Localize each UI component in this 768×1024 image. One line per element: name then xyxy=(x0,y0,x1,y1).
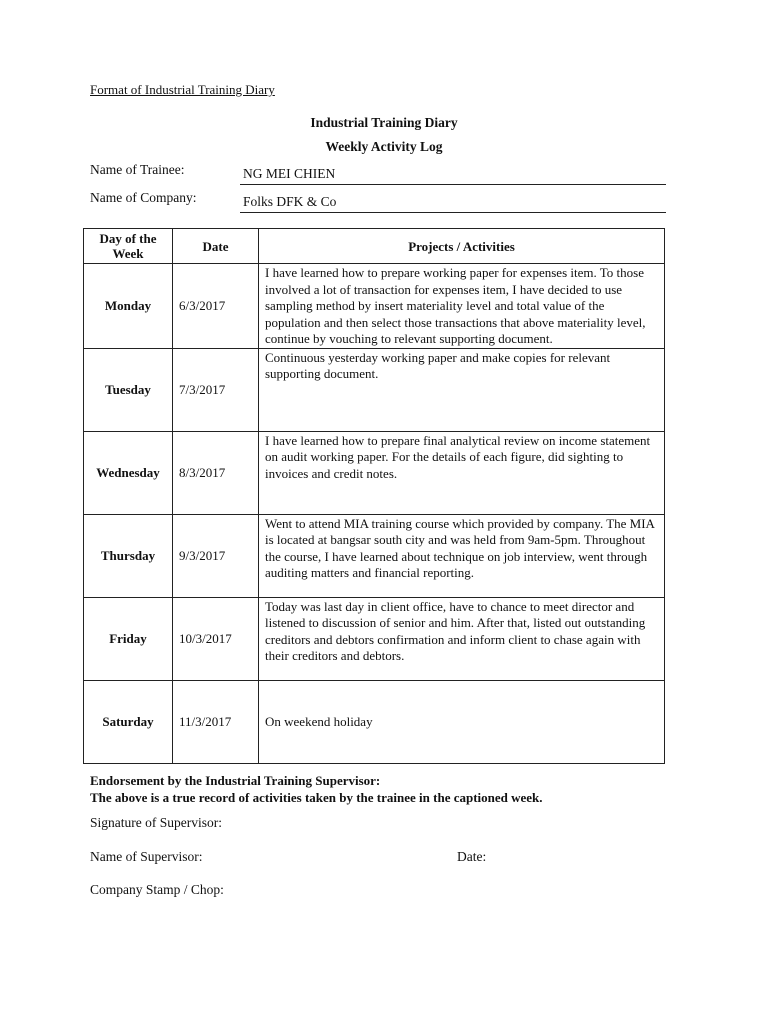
row-day: Monday xyxy=(84,264,173,349)
diary-title: Industrial Training Diary xyxy=(310,115,458,130)
activity-log-table xyxy=(83,228,665,764)
row-activity: I have learned how to prepare final analytical review on income statement on audit working paper. For the details of each figure, did sighting to invoices and credit notes. xyxy=(259,431,665,514)
row-date: 8/3/2017 xyxy=(173,431,259,514)
row-activity: I have learned how to prepare working paper for expenses item. To those involved a lot of transaction for expenses item, I have decided to use sampling method by insert materiality level and total value of the population and then select those transactions that above materiality level, continue by vouching to relevant supporting document. xyxy=(259,264,665,349)
row-day: Wednesday xyxy=(84,431,173,514)
endorsement-statement: The above is a true record of activities taken by the trainee in the captioned week. xyxy=(90,790,543,805)
row-activity: On weekend holiday xyxy=(259,680,665,763)
row-activity: Went to attend MIA training course which provided by company. The MIA is located at bangsar south city and was held from 9am-5pm. Throughout the course, I have learned about technique on job interview, went through auditing matters and financial reporting. xyxy=(259,514,665,597)
signature-label: Signature of Supervisor: xyxy=(90,815,222,830)
endorsement-heading: Endorsement by the Industrial Training Supervisor: xyxy=(90,773,381,788)
row-date: 10/3/2017 xyxy=(173,597,259,680)
table-row xyxy=(84,597,665,680)
header-date: Date xyxy=(173,229,259,264)
diary-subtitle: Weekly Activity Log xyxy=(325,139,443,154)
trainee-name: NG MEI CHIEN xyxy=(240,164,666,185)
supervisor-name-label: Name of Supervisor: xyxy=(90,849,203,864)
table-row xyxy=(84,264,665,349)
row-activity: Continuous yesterday working paper and make copies for relevant supporting document. xyxy=(259,348,665,431)
table-row xyxy=(84,680,665,763)
row-day: Friday xyxy=(84,597,173,680)
row-day: Tuesday xyxy=(84,348,173,431)
table-header-row xyxy=(84,229,665,264)
row-day: Saturday xyxy=(84,680,173,763)
company-stamp-label: Company Stamp / Chop: xyxy=(90,882,224,897)
date-label: Date: xyxy=(457,849,487,864)
row-activity: Today was last day in client office, have to chance to meet director and listened to discussion of senior and him. After that, listed out outstanding creditors and debtors confirmation and inform client to chase again with their creditors and debtors. xyxy=(259,597,665,680)
company-name: Folks DFK & Co xyxy=(240,192,666,213)
trainee-label: Name of Trainee: xyxy=(90,162,185,177)
header-activities: Projects / Activities xyxy=(259,229,665,264)
row-day: Thursday xyxy=(84,514,173,597)
row-date: 9/3/2017 xyxy=(173,514,259,597)
company-label: Name of Company: xyxy=(90,190,197,205)
table-row xyxy=(84,348,665,431)
table-row xyxy=(84,431,665,514)
header-day: Day of the Week xyxy=(84,229,173,264)
table-row xyxy=(84,514,665,597)
format-title: Format of Industrial Training Diary xyxy=(90,82,275,97)
row-date: 6/3/2017 xyxy=(173,264,259,349)
row-date: 11/3/2017 xyxy=(173,680,259,763)
row-date: 7/3/2017 xyxy=(173,348,259,431)
